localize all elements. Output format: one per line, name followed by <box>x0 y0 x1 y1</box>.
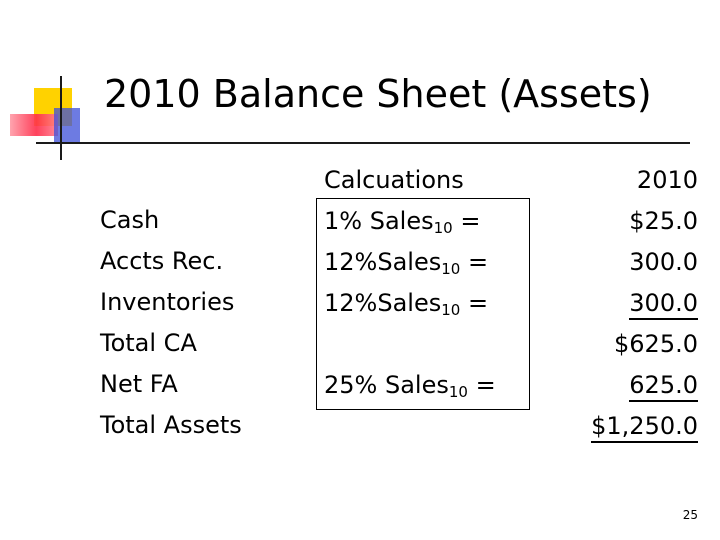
calc-row-cash: 1% Sales$_{10}$ = <box>324 207 481 237</box>
label-total-ca: Total CA <box>100 329 197 357</box>
label-total-assets: Total Assets <box>100 411 242 439</box>
title-underline <box>36 142 690 144</box>
value-net-fa: 625.0 <box>591 365 698 406</box>
values-header: 2010 <box>636 166 698 194</box>
decorative-vertical-line <box>60 76 62 160</box>
calculations-header: Calcuations <box>324 166 464 194</box>
decorative-red-bar <box>10 114 58 136</box>
value-cash: $25.0 <box>629 207 698 235</box>
calculations-column <box>324 160 496 406</box>
account-labels <box>100 200 242 446</box>
value-inventories: 300.0 <box>591 283 698 324</box>
slide-title: 2010 Balance Sheet (Assets) <box>104 72 652 116</box>
label-cash: Cash <box>100 206 160 234</box>
label-accts-rec: Accts Rec. <box>100 247 224 275</box>
calc-row-net-fa: 25% Sales$_{10}$ = <box>324 371 496 401</box>
value-total-assets: $1,250.0 <box>591 406 698 447</box>
label-net-fa: Net FA <box>100 370 178 398</box>
calc-row-accts-rec: 12%Sales$_{10}$ = <box>324 248 489 278</box>
value-accts-rec: 300.0 <box>629 248 698 276</box>
calc-row-inventories: 12%Sales$_{10}$ = <box>324 289 489 319</box>
page-number: 25 <box>682 508 698 522</box>
value-total-ca: $625.0 <box>614 330 698 358</box>
label-inventories: Inventories <box>100 288 235 316</box>
decorative-blue-square <box>54 108 80 142</box>
calc-row-total-ca <box>324 324 496 365</box>
values-column <box>591 160 698 447</box>
